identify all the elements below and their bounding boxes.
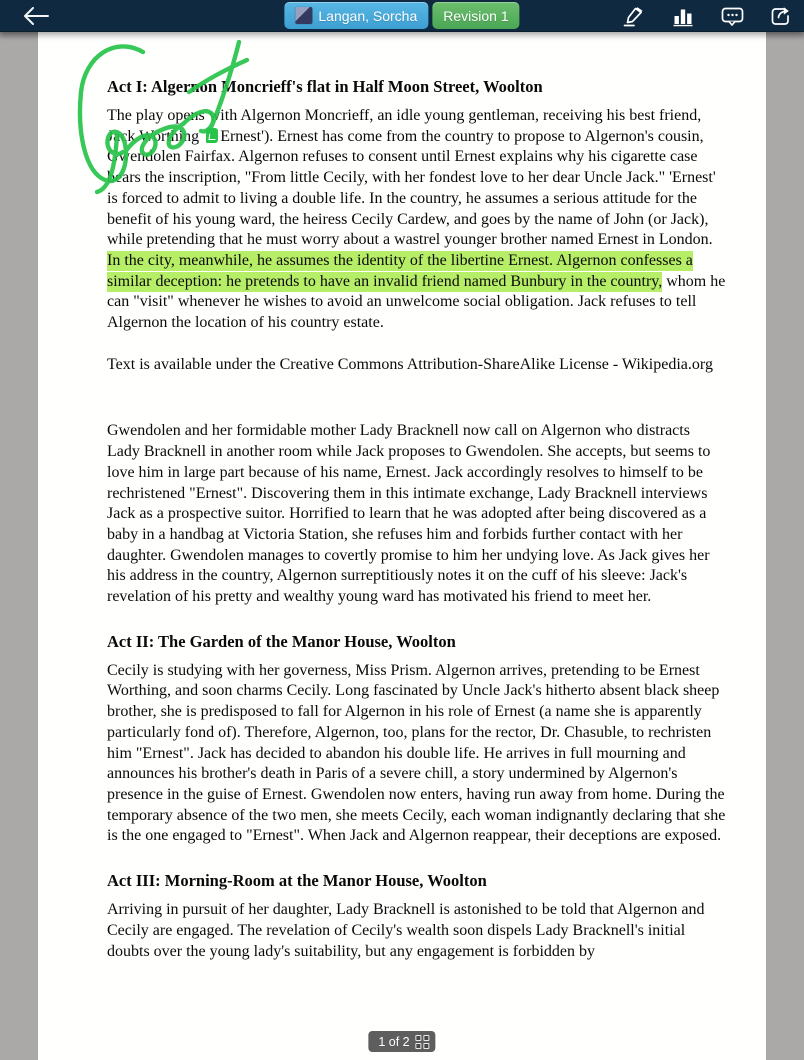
toolbar-right-group [621, 3, 794, 29]
document-canvas[interactable] [0, 32, 804, 1060]
grid-view-icon [416, 1035, 430, 1049]
comments-button[interactable] [719, 3, 745, 29]
highlighted-text[interactable]: In the city, meanwhile, he assumes the identity of the libertine Ernest. Algernon confesses a similar deception: he pretends to have an invalid friend named Bunbury in the country, [107, 251, 693, 290]
share-button[interactable] [768, 3, 794, 29]
revision-button[interactable] [432, 2, 519, 29]
comment-icon [720, 4, 745, 28]
act-heading: Act I: Algernon Moncrieff's flat in Half Moon Street, Woolton [107, 77, 543, 96]
document-thumbnail-icon [295, 7, 312, 24]
act-heading: Act II: The Garden of the Manor House, Woolton [107, 631, 456, 651]
document-paragraph: The play opens with Algernon Moncrieff, an idle young gentleman, receiving his best friend, Jack Worthing Ernest'). Ernest has come from the country to propose to Algernon's cousin, Gwendolen Fairfax. Algernon refuses to consent until Ernest explains why his cigarette case bears the inscription, "From little Cecily, with her fondest love to her dear Uncle Jack." 'Ernest' is forced to admit to living a double life. In the country, he assumes a serious attitude for the benefit of his young ward, the heiress Cecily Cardew, and goes by the name of John (or Jack), while pretending that he must worry about a wastrel younger brother named Ernest in London. In the city, meanwhile, he assumes the identity of the libertine Ernest. Algernon confesses a similar deception: he pretends to have an invalid friend named Bunbury in the country, whom he can "visit" whenever he wishes to avoid an unwelcome social obligation. Jack refuses to tell Algernon the location of his country estate. [107, 107, 726, 332]
document-paragraph: Text is available under the Creative Commons Attribution-ShareAlike License - Wikipedia.org [107, 355, 713, 373]
handwriting-annotation-great[interactable] [63, 40, 255, 200]
pen-icon [622, 4, 646, 28]
share-icon [769, 4, 793, 28]
document-paragraph: Arriving in pursuit of her daughter, Lady Bracknell is astonished to be told that Algernon and Cecily are engaged. The revelation of Cecily's wealth soon dispels Lady Bracknell's initial doubts over the young lady's suitability, but any engagement is forbidden by [107, 901, 705, 960]
page-indicator-label: 1 of 2 [378, 1034, 410, 1049]
document-content [107, 76, 726, 962]
back-button[interactable] [18, 1, 54, 31]
bar-chart-icon [671, 4, 695, 28]
annotate-pen-button[interactable] [621, 3, 647, 29]
act-heading: Act III: Morning-Room at the Manor House, Woolton [107, 871, 487, 891]
student-button[interactable] [284, 2, 428, 29]
document-page [38, 32, 766, 1060]
document-paragraph: Cecily is studying with her governess, Miss Prism. Algernon arrives, pretending to be Ernest Worthing, and soon charms Cecily. Long fascinated by Uncle Jack's hitherto absent black sheep brother, she is predisposed to fall for Algernon in his role of Ernest (a name she is apparently particularly fond of). Therefore, Algernon, too, plans for the rector, Dr. Chasuble, to rechristen him "Ernest". Jack has decided to abandon his double life. He arrives in full mourning and announces his brother's death in Paris of a severe chill, a story undermined by Algernon's presence in the guise of Ernest. Gwendolen now enters, having run away from home. During the temporary absence of the two men, she meets Cecily, each woman indignantly declaring that she is the one engaged to "Ernest". When Jack and Algernon reappear, their deceptions are exposed. [107, 661, 726, 845]
document-paragraph: Gwendolen and her formidable mother Lady Bracknell now call on Algernon who distracts Lady Bracknell in another room while Jack proposes to Gwendolen. She accepts, but seems to love him in large part because of his name, Ernest. Jack accordingly resolves to himself to be rechristened "Ernest". Discovering them in this intimate exchange, Lady Bracknell interviews Jack as a prospective suitor. Horrified to learn that he was adopted after being discovered as a baby in a handbag at Victoria Station, she refuses him and forbids further contact with her daughter. Gwendolen manages to covertly promise to him her undying love. As Jack gives her his address in the country, Algernon surreptitiously notes it on the cuff of his sleeve: Jack's revelation of his pretty and wealthy young ward has motivated his friend to meet her. [107, 422, 711, 606]
page-indicator[interactable] [368, 1031, 435, 1052]
top-toolbar [0, 0, 804, 32]
back-arrow-icon [23, 7, 49, 25]
student-button-label: Langan, Sorcha [318, 7, 418, 24]
revision-button-label: Revision 1 [443, 7, 509, 24]
stats-button[interactable] [670, 3, 696, 29]
toolbar-center-group [284, 2, 519, 29]
